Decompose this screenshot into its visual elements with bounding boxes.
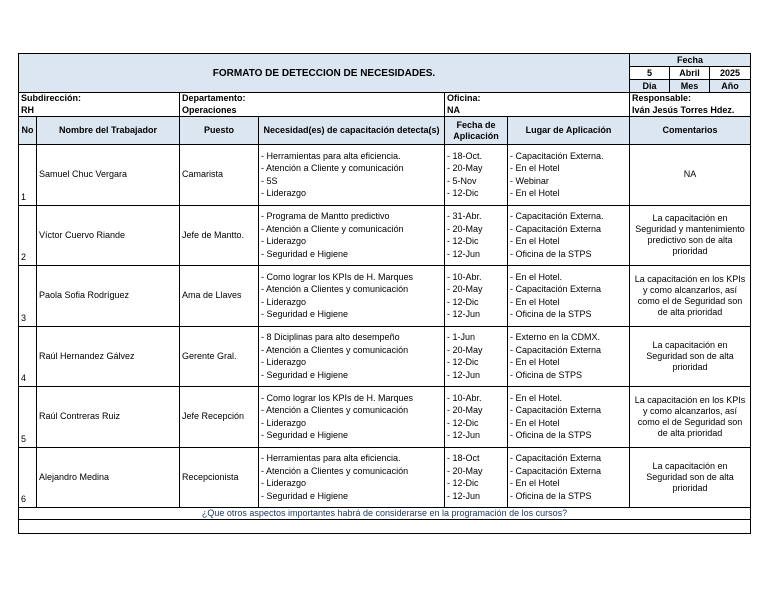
dates-line: - 12-Dic [447, 188, 479, 199]
dates-line: - 12-Jun [447, 248, 481, 259]
needs-line: - Atención a Cliente y comunicación [261, 163, 404, 174]
places-cell [508, 387, 630, 448]
places-cell [508, 447, 630, 508]
dates-line: - 10-Abr. [447, 271, 482, 282]
dates-line: - 31-Abr. [447, 211, 482, 222]
needs-line: - 5S [261, 175, 278, 186]
comment: La capacitación en los KPIs y como alcanzarlos, así como el de Seguridad son de alta prioridad [630, 387, 751, 448]
needs-line: - Como lograr los KPIs de H. Marques [261, 392, 414, 403]
needs-line: - Liderazgo [261, 188, 307, 199]
dates-line: - 20-May [447, 284, 483, 295]
position: Recepcionista [180, 447, 259, 508]
needs-line: - 8 Diciplinas para alto desempeño [261, 332, 400, 343]
table-row [19, 266, 751, 327]
date-month: Abril [670, 67, 710, 80]
col-puesto: Puesto [180, 117, 259, 145]
comment: La capacitación en Seguridad son de alta prioridad [630, 447, 751, 508]
day-label: Dia [630, 80, 670, 93]
places-line: - En el Hotel [510, 357, 560, 368]
departamento-value: Operaciones [180, 105, 445, 117]
oficina-value: NA [445, 105, 630, 117]
worker-name: Raúl Contreras Ruiz [37, 387, 180, 448]
dates-line: - 12-Dic [447, 417, 479, 428]
dates-cell [445, 326, 508, 387]
dates-line: - 10-Abr. [447, 392, 482, 403]
position: Camarista [180, 145, 259, 206]
dates-cell [445, 145, 508, 206]
places-line: - En el Hotel [510, 188, 560, 199]
needs-line: - Seguridad e Higiene [261, 490, 349, 501]
needs-detection-form [18, 53, 751, 534]
dates-cell [445, 447, 508, 508]
dates-line: - 12-Jun [447, 309, 481, 320]
places-line: - Capacitación Externa. [510, 150, 604, 161]
dates-line: - 1-Jun [447, 332, 476, 343]
row-number: 1 [19, 145, 37, 206]
needs-line: - Herramientas para alta eficiencia. [261, 453, 401, 464]
departamento-label: Departamento: [180, 93, 445, 105]
dates-line: - 20-May [447, 344, 483, 355]
needs-cell [259, 145, 445, 206]
needs-cell [259, 205, 445, 266]
needs-line: - Seguridad e Higiene [261, 430, 349, 441]
table-row [19, 145, 751, 206]
needs-line: - Atención a Clientes y comunicación [261, 405, 409, 416]
needs-cell [259, 387, 445, 448]
col-fecha: Fecha de Aplicación [445, 117, 508, 145]
needs-cell [259, 326, 445, 387]
dates-line: - 12-Jun [447, 490, 481, 501]
needs-line: - Como lograr los KPIs de H. Marques [261, 271, 414, 282]
places-line: - En el Hotel [510, 163, 560, 174]
fecha-label: Fecha [630, 54, 751, 67]
position: Jefe de Mantto. [180, 205, 259, 266]
comment: La capacitación en Seguridad y mantenimiento predictivo son de alta prioridad [630, 205, 751, 266]
dates-line: - 18-Oct. [447, 150, 483, 161]
col-no: No [19, 117, 37, 145]
rows-body [19, 145, 751, 508]
dates-line: - 20-May [447, 223, 483, 234]
needs-line: - Atención a Clientes y comunicación [261, 465, 409, 476]
dates-line: - 5-Nov [447, 175, 477, 186]
places-line: - Capacitación Externa [510, 284, 602, 295]
dates-line: - 12-Dic [447, 236, 479, 247]
places-line: - En el Hotel [510, 417, 560, 428]
places-line: - Oficina de la STPS [510, 248, 592, 259]
col-comentarios: Comentarios [630, 117, 751, 145]
date-day: 5 [630, 67, 670, 80]
places-line: - En el Hotel [510, 478, 560, 489]
needs-line: - Atención a Cliente y comunicación [261, 223, 404, 234]
places-line: - Externo en la CDMX. [510, 332, 601, 343]
month-label: Mes [670, 80, 710, 93]
worker-name: Alejandro Medina [37, 447, 180, 508]
dates-cell [445, 266, 508, 327]
worker-name: Paola Sofia Rodríguez [37, 266, 180, 327]
responsable-value: Iván Jesús Torres Hdez. [630, 105, 751, 117]
table-row [19, 447, 751, 508]
needs-cell [259, 447, 445, 508]
position: Jefe Recepción [180, 387, 259, 448]
places-line: - Capacitación Externa [510, 453, 602, 464]
places-line: - Capacitación Externa [510, 344, 602, 355]
places-line: - Capacitación Externa [510, 465, 602, 476]
dates-line: - 12-Jun [447, 369, 481, 380]
dates-line: - 20-May [447, 465, 483, 476]
table-row [19, 205, 751, 266]
row-number: 6 [19, 447, 37, 508]
dates-line: - 18-Oct [447, 453, 480, 464]
year-label: Año [710, 80, 751, 93]
dates-cell [445, 387, 508, 448]
dates-line: - 12-Dic [447, 478, 479, 489]
date-year: 2025 [710, 67, 751, 80]
subdireccion-value: RH [19, 105, 180, 117]
needs-line: - Programa de Mantto predictivo [261, 211, 390, 222]
needs-line: - Seguridad e Higiene [261, 248, 349, 259]
dates-cell [445, 205, 508, 266]
row-number: 2 [19, 205, 37, 266]
position: Gerente Gral. [180, 326, 259, 387]
subdireccion-label: Subdirección: [19, 93, 180, 105]
places-line: - Webinar [510, 175, 549, 186]
places-cell [508, 266, 630, 327]
dates-line: - 12-Dic [447, 357, 479, 368]
row-number: 3 [19, 266, 37, 327]
footer-blank-row [19, 520, 751, 534]
places-cell [508, 205, 630, 266]
needs-line: - Seguridad e Higiene [261, 309, 349, 320]
comment: NA [630, 145, 751, 206]
needs-line: - Atención a Clientes y comunicación [261, 284, 409, 295]
col-nombre: Nombre del Trabajador [37, 117, 180, 145]
needs-line: - Liderazgo [261, 417, 307, 428]
places-cell [508, 145, 630, 206]
dates-line: - 12-Jun [447, 430, 481, 441]
table-row [19, 387, 751, 448]
responsable-label: Responsable: [630, 93, 751, 105]
position: Ama de Llaves [180, 266, 259, 327]
places-line: - Oficina de la STPS [510, 309, 592, 320]
places-line: - En el Hotel [510, 296, 560, 307]
places-line: - En el Hotel [510, 236, 560, 247]
places-line: - Capacitación Externa [510, 405, 602, 416]
dates-line: - 12-Dic [447, 296, 479, 307]
row-number: 4 [19, 326, 37, 387]
needs-line: - Seguridad e Higiene [261, 369, 349, 380]
needs-line: - Liderazgo [261, 296, 307, 307]
row-number: 5 [19, 387, 37, 448]
table-row [19, 326, 751, 387]
needs-line: - Atención a Clientes y comunicación [261, 344, 409, 355]
comment: La capacitación en Seguridad son de alta prioridad [630, 326, 751, 387]
places-line: - Capacitación Externa [510, 223, 602, 234]
places-line: - Oficina de STPS [510, 369, 583, 380]
needs-line: - Liderazgo [261, 236, 307, 247]
worker-name: Raúl Hernandez Gálvez [37, 326, 180, 387]
comment: La capacitación en los KPIs y como alcanzarlos, así como el de Seguridad son de alta prioridad [630, 266, 751, 327]
places-line: - Capacitación Externa. [510, 211, 604, 222]
worker-name: Samuel Chuc Vergara [37, 145, 180, 206]
col-lugar: Lugar de Aplicación [508, 117, 630, 145]
form-title: FORMATO DE DETECCION DE NECESIDADES. [19, 54, 630, 93]
places-cell [508, 326, 630, 387]
places-line: - Oficina de la STPS [510, 490, 592, 501]
footer-question: ¿Que otros aspectos importantes habrá de considerarse en la programación de los cursos? [19, 508, 751, 520]
oficina-label: Oficina: [445, 93, 630, 105]
places-line: - Oficina de la STPS [510, 430, 592, 441]
worker-name: Víctor Cuervo Riande [37, 205, 180, 266]
dates-line: - 20-May [447, 405, 483, 416]
dates-line: - 20-May [447, 163, 483, 174]
needs-cell [259, 266, 445, 327]
needs-line: - Liderazgo [261, 357, 307, 368]
needs-line: - Liderazgo [261, 478, 307, 489]
places-line: - En el Hotel. [510, 271, 563, 282]
places-line: - En el Hotel. [510, 392, 563, 403]
needs-line: - Herramientas para alta eficiencia. [261, 150, 401, 161]
col-necesidad: Necesidad(es) de capacitación detecta(s) [259, 117, 445, 145]
